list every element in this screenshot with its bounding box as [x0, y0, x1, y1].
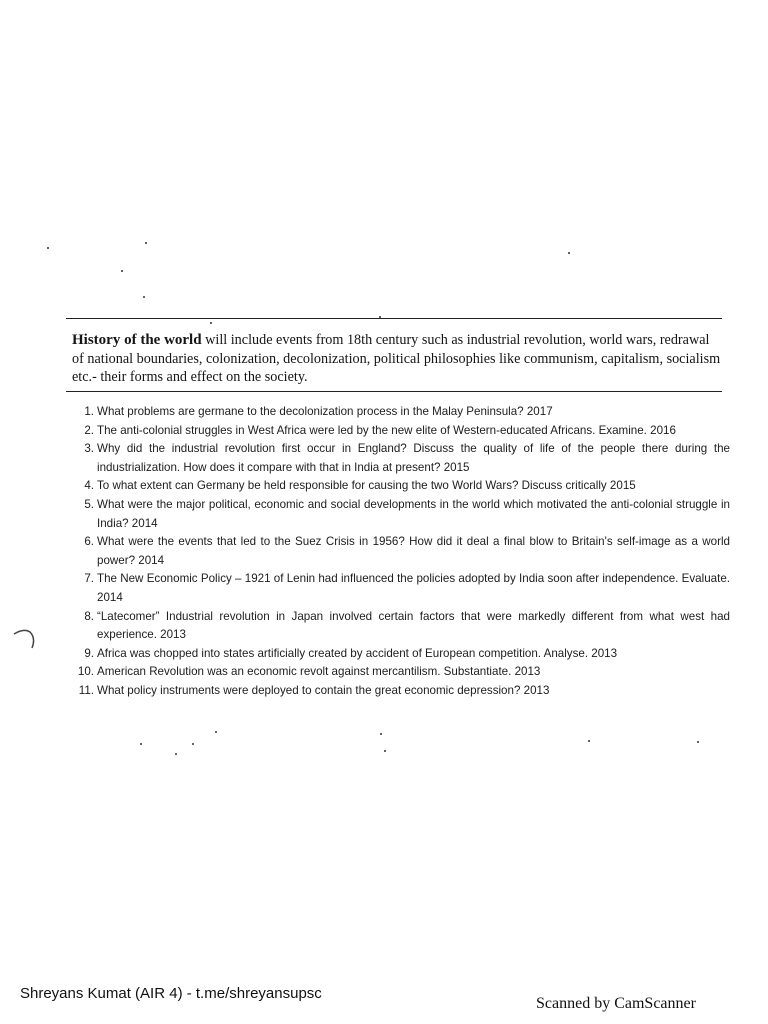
scan-speck	[47, 247, 49, 249]
scan-speck	[145, 242, 147, 244]
question-item	[70, 682, 730, 701]
question-item	[70, 440, 730, 477]
scan-mark-icon	[12, 626, 38, 650]
scan-speck	[588, 740, 590, 742]
bottom-rule	[66, 391, 722, 392]
question-text: What were the major political, economic and social developments in the world which motivated the anti-colonial struggle in India? 2014	[97, 497, 730, 530]
question-text: Africa was chopped into states artificially created by accident of European competition. Analyse. 2013	[97, 646, 618, 660]
question-number: 2.	[84, 423, 94, 437]
question-text: What were the events that led to the Suez Crisis in 1956? How did it deal a final blow to Britain's self-image as a world power? 2014	[97, 535, 730, 567]
question-number: 9.	[84, 646, 94, 660]
scan-speck	[384, 750, 386, 752]
question-item	[70, 608, 730, 645]
scan-speck	[192, 743, 194, 745]
scan-speck	[568, 252, 570, 254]
question-item	[70, 422, 730, 441]
question-text: Why did the industrial revolution first occur in England? Discuss the quality of life of the people there during the industrialization. How does it compare with that in India at present? 2015	[97, 442, 730, 474]
question-text: What problems are germane to the decolonization process in the Malay Peninsula? 2017	[97, 405, 553, 418]
question-item	[70, 496, 730, 533]
top-rule	[66, 318, 722, 319]
heading-bold: History of the world	[72, 332, 202, 348]
question-number: 4.	[84, 479, 94, 493]
question-list	[70, 403, 730, 701]
scan-speck	[215, 731, 217, 733]
question-number: 1.	[84, 405, 94, 418]
question-text: “Latecomer” Industrial revolution in Japan involved certain factors that were markedly different from what west had experience. 2013	[97, 609, 730, 642]
question-text: The anti-colonial struggles in West Africa were led by the new elite of Western-educated Africans. Examine. 2016	[97, 423, 676, 437]
question-item	[70, 477, 730, 496]
question-number: 6.	[84, 535, 94, 549]
question-text: What policy instruments were deployed to contain the great economic depression? 2013	[97, 683, 550, 697]
question-text: American Revolution was an economic revolt against mercantilism. Substantiate. 2013	[97, 665, 541, 679]
footer-credit: Shreyans Kumat (AIR 4) - t.me/shreyansupsc	[20, 985, 322, 1002]
scan-speck	[143, 296, 145, 298]
question-number: 8.	[84, 609, 94, 623]
scan-speck	[380, 733, 382, 735]
question-number: 11.	[78, 683, 94, 697]
scan-speck	[175, 753, 177, 755]
question-item	[70, 570, 730, 607]
question-number: 3.	[84, 442, 94, 456]
scan-speck	[697, 741, 699, 743]
scan-speck	[210, 322, 212, 324]
scan-speck	[140, 743, 142, 745]
question-number: 10.	[77, 665, 94, 679]
question-item	[70, 533, 730, 570]
question-item	[70, 663, 730, 682]
question-text: The New Economic Policy – 1921 of Lenin had influenced the policies adopted by India soon after independence. Evaluate. 2014	[97, 572, 730, 604]
question-number: 5.	[84, 497, 94, 511]
question-text: To what extent can Germany be held responsible for causing the two World Wars? Discuss critically 2015	[97, 479, 636, 493]
heading-text: will include events from 18th century such as industrial revolution, world wars, redrawal of national boundaries, colonization, decolonization, political philosophies like communism, capitalism, socialism etc.- their forms and effect on the society.	[72, 332, 721, 385]
question-number: 7.	[84, 572, 94, 586]
scan-speck	[121, 270, 123, 272]
scanner-watermark: Scanned by CamScanner	[536, 995, 696, 1012]
question-item	[70, 645, 730, 664]
syllabus-heading	[72, 331, 722, 387]
question-item	[70, 403, 730, 422]
